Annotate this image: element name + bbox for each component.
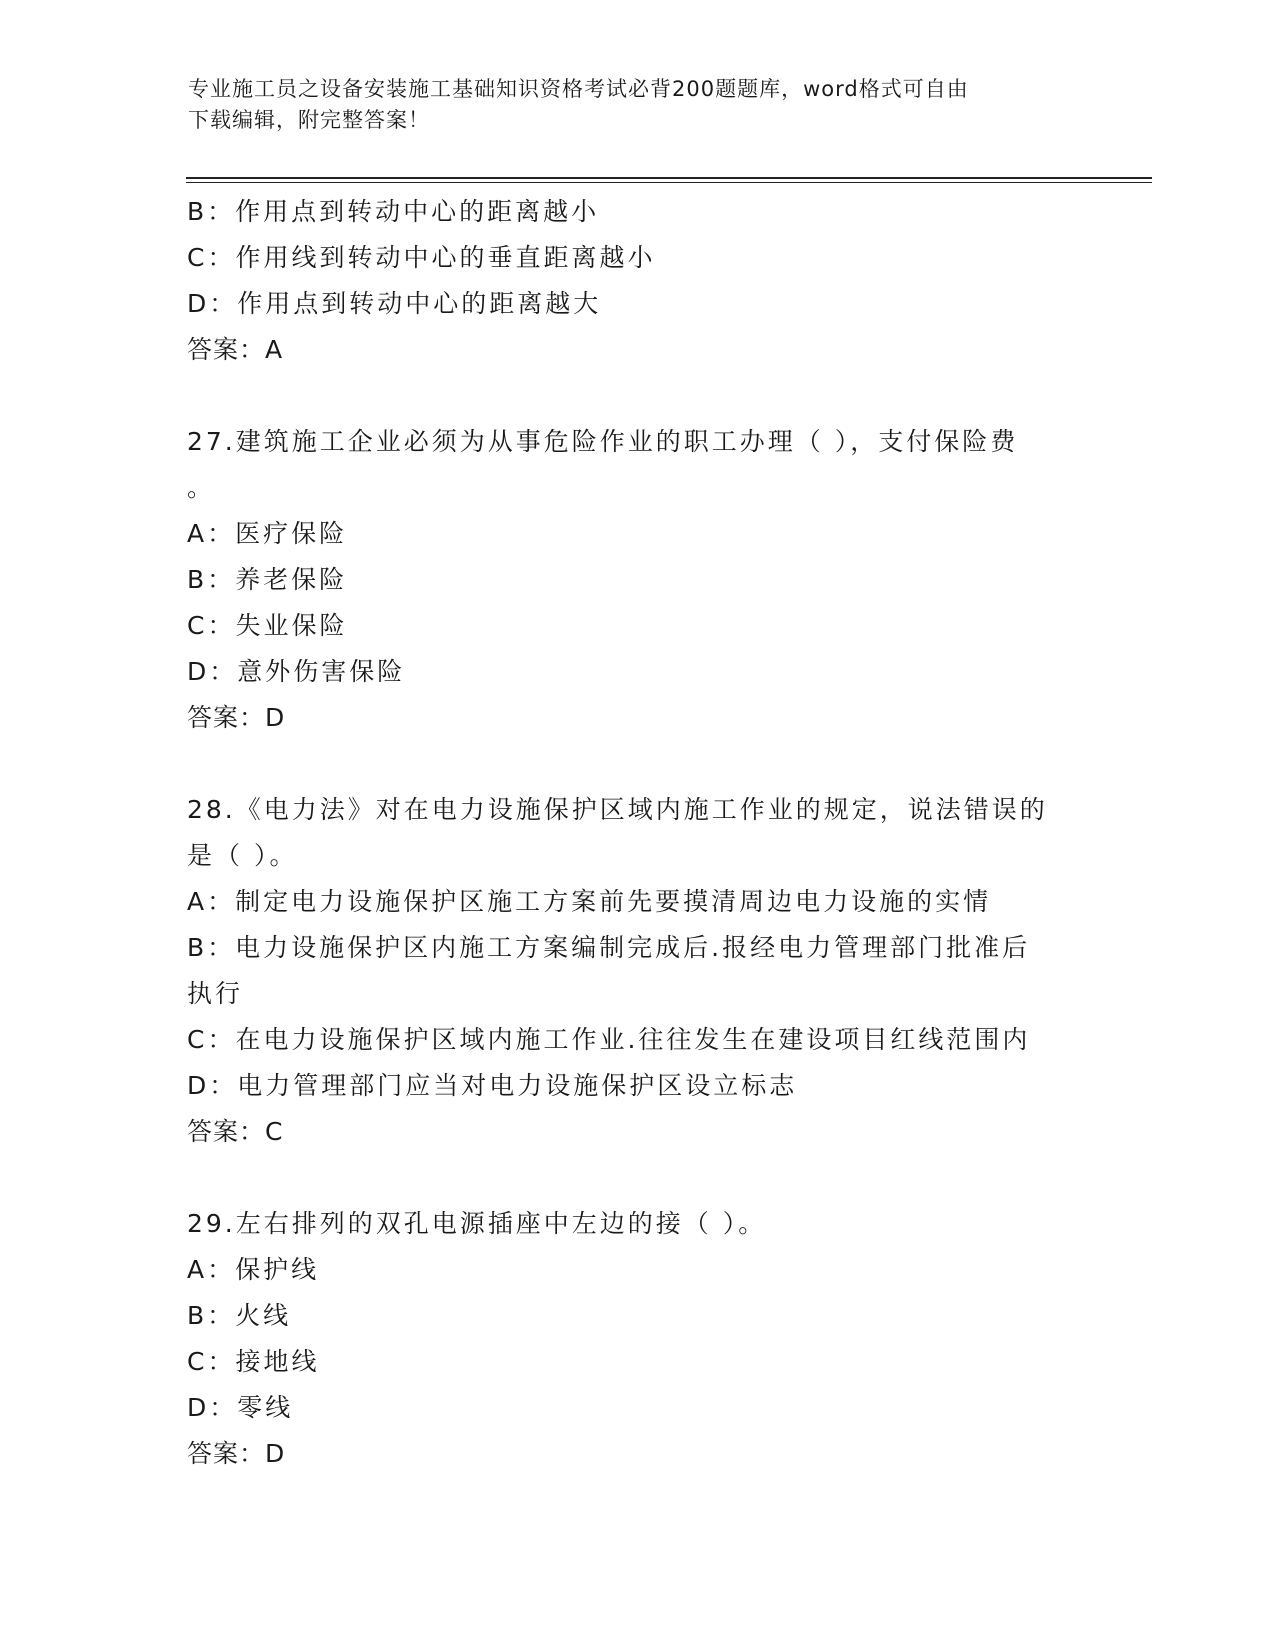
option-b-continued: 执行 [187,979,244,1008]
answer-line: 答案：D [187,1439,286,1468]
question-stem-continued: 是（ ）。 [187,841,298,870]
option-a: A：制定电力设施保护区施工方案前先要摸清周边电力设施的实情 [187,887,992,916]
document-header [188,74,1088,136]
question-stem-continued: 。 [187,473,216,502]
question-27 [187,419,1087,741]
header-divider-thin [186,182,1152,183]
header-line-2: 下载编辑，附完整答案！ [188,108,430,132]
option-c: C：在电力设施保护区域内施工作业.往往发生在建设项目红线范围内 [187,1025,1031,1054]
option-d: D：零线 [187,1393,294,1422]
question-stem: 28.《电力法》对在电力设施保护区域内施工作业的规定，说法错误的 [187,795,1048,824]
question-list [187,189,1087,1477]
header-line-1: 专业施工员之设备安装施工基础知识资格考试必背200题题库，word格式可自由 [188,77,969,101]
question-28 [187,787,1087,1155]
option-b: B：养老保险 [187,565,348,594]
question-26-tail [187,189,1087,373]
option-a: A：医疗保险 [187,519,348,548]
question-29 [187,1201,1087,1477]
option-b: B：作用点到转动中心的距离越小 [187,197,600,226]
spacer [187,373,1087,419]
answer-line: 答案：C [187,1117,284,1146]
option-c: C：作用线到转动中心的垂直距离越小 [187,243,656,272]
option-b: B：电力设施保护区内施工方案编制完成后.报经电力管理部门批准后 [187,933,1031,962]
question-stem: 29.左右排列的双孔电源插座中左边的接（ ）。 [187,1209,767,1238]
option-a: A：保护线 [187,1255,320,1284]
spacer [187,1155,1087,1201]
option-b: B：火线 [187,1301,292,1330]
answer-line: 答案：D [187,703,286,732]
option-c: C：失业保险 [187,611,348,640]
option-c: C：接地线 [187,1347,320,1376]
option-d: D：意外伤害保险 [187,657,406,686]
question-stem: 27.建筑施工企业必须为从事危险作业的职工办理（ ），支付保险费 [187,427,1019,456]
header-divider-thick [186,177,1152,179]
option-d: D：电力管理部门应当对电力设施保护区设立标志 [187,1071,798,1100]
answer-line: 答案：A [187,335,284,364]
spacer [187,741,1087,787]
option-d: D：作用点到转动中心的距离越大 [187,289,602,318]
